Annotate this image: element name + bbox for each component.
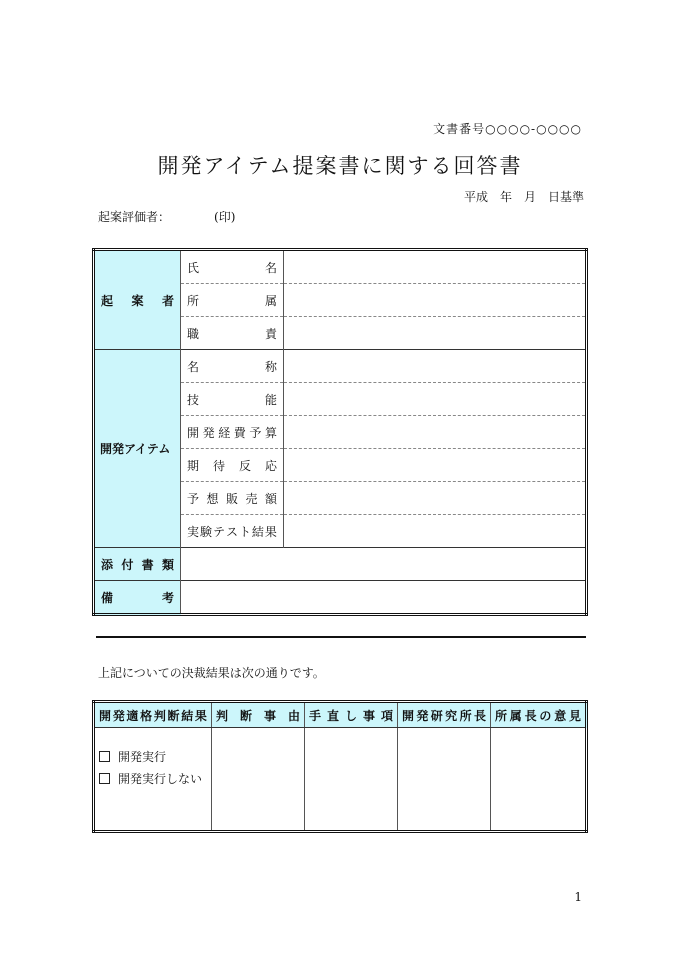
header-manager-opinion: 所 属 長 の 意 見 (491, 702, 587, 728)
row-label-item-name: 名 称 (181, 350, 284, 383)
page-number: 1 (574, 890, 582, 904)
drafter-label: 起案評価者： (98, 210, 171, 224)
value-cell-attachments[interactable] (181, 548, 587, 581)
option-not-execute[interactable] (99, 768, 211, 790)
header-reason: 判 断 事 由 (212, 702, 305, 728)
decision-table (92, 700, 588, 833)
row-label-name: 氏 名 (181, 250, 284, 284)
stamp-mark: (印) (214, 210, 236, 224)
value-cell-name[interactable] (284, 250, 587, 284)
row-label-test-results: 実 験 テ ス ト 結 果 (181, 515, 284, 548)
decision-intro: 上記についての決裁結果は次の通りです。 (98, 666, 325, 680)
table-row (94, 548, 587, 581)
category-item: 開発アイテム (94, 350, 181, 548)
checkbox-icon[interactable] (99, 773, 110, 784)
horizontal-divider (96, 636, 586, 638)
value-cell-expected-response[interactable] (284, 449, 587, 482)
header-corrections: 手 直 し 事 項 (305, 702, 398, 728)
option-execute[interactable] (99, 746, 211, 768)
drafter-line (98, 208, 235, 225)
page-title: 開発アイテム提案書に関する回答書 (157, 154, 523, 178)
row-label-skill: 技 能 (181, 383, 284, 416)
header-judgement: 開 発 適 格 判 断 結 果 (94, 702, 212, 728)
category-proposer: 起 案 者 (94, 250, 181, 350)
corrections-cell[interactable] (305, 728, 398, 832)
value-cell-test-results[interactable] (284, 515, 587, 548)
category-attachments: 添 付 書 類 (94, 548, 181, 581)
row-label-affiliation: 所 属 (181, 284, 284, 317)
document-number: 文書番号○○○○-○○○○ (433, 122, 582, 136)
value-cell-remarks[interactable] (181, 581, 587, 615)
manager-opinion-cell[interactable] (491, 728, 587, 832)
table-row (94, 728, 587, 832)
row-label-expected-sales: 予 想 販 売 額 (181, 482, 284, 515)
row-label-position: 職 責 (181, 317, 284, 350)
header-lab-director: 開 発 研 究 所 長 (398, 702, 491, 728)
lab-director-cell[interactable] (398, 728, 491, 832)
value-cell-item-name[interactable] (284, 350, 587, 383)
row-label-budget: 開 発 経 費 予 算 (181, 416, 284, 449)
table-row (94, 581, 587, 615)
option-label: 開発実行しない (118, 772, 203, 786)
table-row (94, 350, 587, 383)
table-row (94, 250, 587, 284)
option-label: 開発実行 (118, 750, 167, 764)
row-label-expected-response: 期 待 反 応 (181, 449, 284, 482)
judgement-cell (94, 728, 212, 832)
table-header-row (94, 702, 587, 728)
category-remarks: 備 考 (94, 581, 181, 615)
value-cell-budget[interactable] (284, 416, 587, 449)
date-line: 平成 年 月 日基準 (463, 190, 584, 204)
reason-cell[interactable] (212, 728, 305, 832)
checkbox-icon[interactable] (99, 751, 110, 762)
proposal-form-table (92, 248, 588, 616)
value-cell-position[interactable] (284, 317, 587, 350)
value-cell-expected-sales[interactable] (284, 482, 587, 515)
value-cell-skill[interactable] (284, 383, 587, 416)
value-cell-affiliation[interactable] (284, 284, 587, 317)
